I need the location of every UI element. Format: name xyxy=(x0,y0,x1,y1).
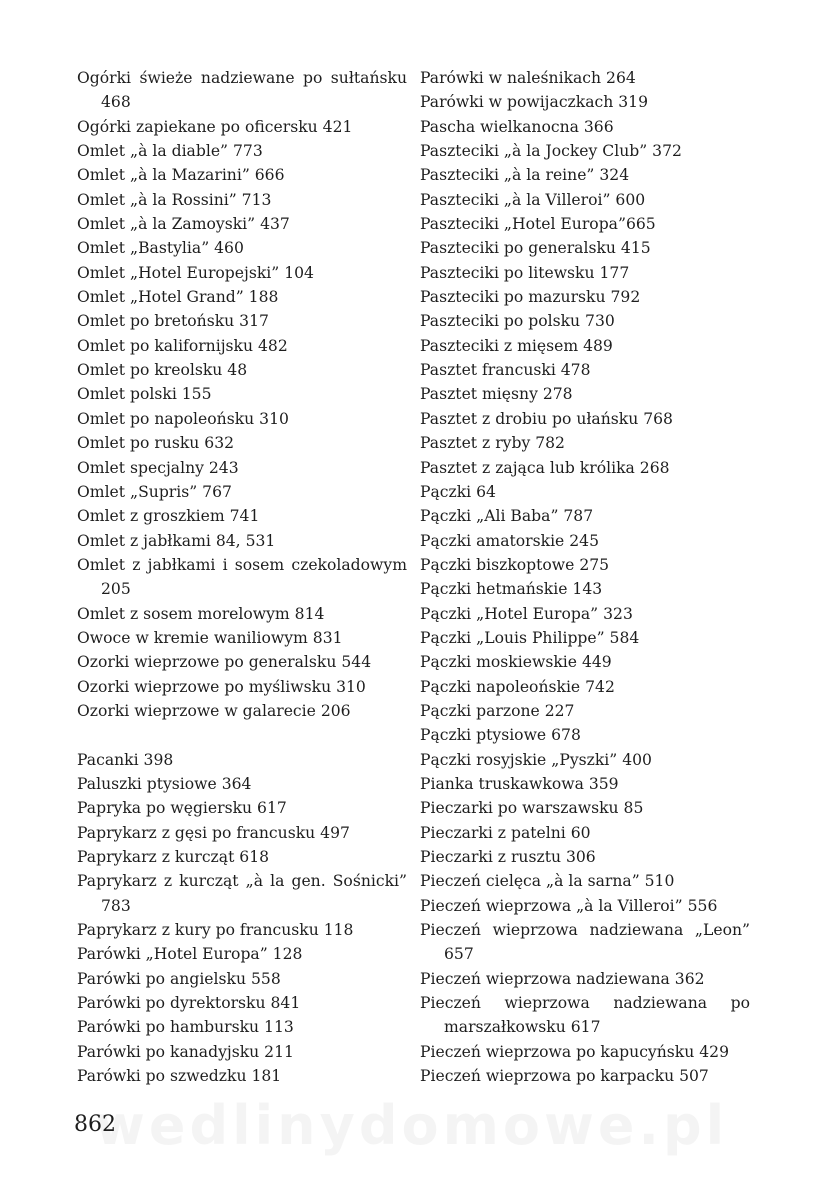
index-entry: Pączki ptysiowe 678 xyxy=(420,726,581,745)
index-entry: Pączki moskiewskie 449 xyxy=(420,653,612,672)
index-entry: Pasztet z zająca lub królika 268 xyxy=(420,458,670,477)
index-entry: Pieczeń wieprzowa nadziewana po marszałkowsku 617 xyxy=(420,994,750,1037)
index-entry: Omlet po kreolsku 48 xyxy=(77,361,248,380)
index-entry: Parówki po angielsku 558 xyxy=(77,969,281,988)
index-entry: Pieczeń wieprzowa nadziewana 362 xyxy=(420,969,705,988)
index-entry: Pączki amatorskie 245 xyxy=(420,531,600,550)
index-entry: Pieczeń wieprzowa nadziewana „Leon” 657 xyxy=(420,921,750,964)
index-entry: Paszteciki „Hotel Europa”665 xyxy=(420,215,656,234)
index-entry: Pączki 64 xyxy=(420,482,496,501)
index-entry: Pączki biszkoptowe 275 xyxy=(420,555,610,574)
index-entry: Pączki hetmańskie 143 xyxy=(420,580,603,599)
index-entry: Pacanki 398 xyxy=(77,750,174,769)
index-entry: Pascha wielkanocna 366 xyxy=(420,117,614,136)
index-entry: Omlet z jabłkami i sosem czekoladowym 205 xyxy=(77,555,407,599)
index-entry: Ogórki zapiekane po oficersku 421 xyxy=(77,117,353,136)
index-entry: Omlet „Supris” 767 xyxy=(77,482,232,501)
index-entry: Paluszki ptysiowe 364 xyxy=(77,774,252,793)
index-entry: Omlet „à la Mazarini” 666 xyxy=(77,166,285,185)
index-group-o xyxy=(77,66,407,723)
group-separator xyxy=(77,723,407,747)
index-entry: Parówki po kanadyjsku 211 xyxy=(77,1042,294,1061)
index-entry: Omlet „à la Rossini” 713 xyxy=(77,190,272,209)
index-group-p xyxy=(77,748,407,1089)
index-entry: Pieczeń wieprzowa „à la Villeroi” 556 xyxy=(420,896,718,915)
index-entry: Pieczeń wieprzowa po kapucyńsku 429 xyxy=(420,1042,729,1061)
index-entry: Parówki „Hotel Europa” 128 xyxy=(77,945,303,964)
index-entry: Pasztet z ryby 782 xyxy=(420,434,565,453)
index-entry: Pączki „Ali Baba” 787 xyxy=(420,507,594,526)
index-entry: Pączki rosyjskie „Pyszki” 400 xyxy=(420,750,652,769)
index-entry: Paszteciki z mięsem 489 xyxy=(420,336,613,355)
index-entry: Omlet po rusku 632 xyxy=(77,434,235,453)
index-entry: Omlet po bretońsku 317 xyxy=(77,312,269,331)
index-entry: Paszteciki „à la Villeroi” 600 xyxy=(420,190,646,209)
index-entry: Omlet specjalny 243 xyxy=(77,458,239,477)
index-entry: Parówki po hambursku 113 xyxy=(77,1018,294,1037)
index-entry: Owoce w kremie waniliowym 831 xyxy=(77,628,343,647)
index-entry: Parówki po szwedzku 181 xyxy=(77,1067,282,1086)
index-entry: Parówki w powijaczkach 319 xyxy=(420,93,649,112)
index-entry: Paprykarz z kury po francusku 118 xyxy=(77,921,354,940)
index-entry: Paszteciki „à la reine” 324 xyxy=(420,166,630,185)
index-entry: Pączki parzone 227 xyxy=(420,701,575,720)
index-entry: Paszteciki po mazursku 792 xyxy=(420,288,641,307)
index-entry: Ogórki świeże nadziewane po sułtańsku 468 xyxy=(77,69,407,112)
index-entry: Paszteciki po polsku 730 xyxy=(420,312,615,331)
index-entry: Pianka truskawkowa 359 xyxy=(420,774,619,793)
index-entry: Omlet z groszkiem 741 xyxy=(77,507,260,526)
index-entry: Pączki „Louis Philippe” 584 xyxy=(420,628,640,647)
index-entry: Omlet „à la Zamoyski” 437 xyxy=(77,215,290,234)
index-entry: Ozorki wieprzowe po myśliwsku 310 xyxy=(77,677,366,696)
index-column-left xyxy=(77,66,407,1088)
index-entry: Paszteciki po generalsku 415 xyxy=(420,239,651,258)
index-entry: Pieczeń wieprzowa po karpacku 507 xyxy=(420,1067,709,1086)
index-column-right xyxy=(420,66,750,1088)
index-entry: Omlet po kalifornijsku 482 xyxy=(77,336,288,355)
index-entry: Pasztet z drobiu po ułańsku 768 xyxy=(420,409,673,428)
index-entry: Pasztet mięsny 278 xyxy=(420,385,573,404)
page-number: 862 xyxy=(74,1112,116,1137)
index-entry: Parówki po dyrektorsku 841 xyxy=(77,994,301,1013)
index-entry: Pieczeń cielęca „à la sarna” 510 xyxy=(420,872,675,891)
index-entry: Pieczarki z patelni 60 xyxy=(420,823,591,842)
index-entry: Omlet z jabłkami 84, 531 xyxy=(77,531,276,550)
index-entry: Pączki „Hotel Europa” 323 xyxy=(420,604,633,623)
index-entry: Paprykarz z kurcząt „à la gen. Sośnicki” 783 xyxy=(77,872,407,915)
index-entry: Omlet polski 155 xyxy=(77,385,212,404)
index-entry: Paszteciki „à la Jockey Club” 372 xyxy=(420,142,682,161)
index-entry: Omlet „Bastylia” 460 xyxy=(77,239,244,258)
index-entry: Omlet po napoleońsku 310 xyxy=(77,409,289,428)
index-entry: Omlet „Hotel Grand” 188 xyxy=(77,288,279,307)
watermark xyxy=(95,1094,728,1157)
index-entry: Pieczarki z rusztu 306 xyxy=(420,848,596,866)
index-entry: Pasztet francuski 478 xyxy=(420,361,591,380)
index-entry: Ozorki wieprzowe w galarecie 206 xyxy=(77,701,351,720)
index-entry: Omlet „à la diable” 773 xyxy=(77,142,263,161)
index-entry: Paprykarz z kurcząt 618 xyxy=(77,848,270,866)
index-entry: Pączki napoleońskie 742 xyxy=(420,677,615,696)
index-entry: Pieczarki po warszawsku 85 xyxy=(420,799,644,818)
index-entry: Papryka po węgiersku 617 xyxy=(77,799,287,818)
index-entry: Omlet „Hotel Europejski” 104 xyxy=(77,263,314,282)
index-entry: Parówki w naleśnikach 264 xyxy=(420,69,636,87)
index-entry: Paprykarz z gęsi po francusku 497 xyxy=(77,823,350,842)
index-entry: Ozorki wieprzowe po generalsku 544 xyxy=(77,653,372,672)
index-entry: Omlet z sosem morelowym 814 xyxy=(77,604,325,623)
index-entry: Paszteciki po litewsku 177 xyxy=(420,263,630,282)
